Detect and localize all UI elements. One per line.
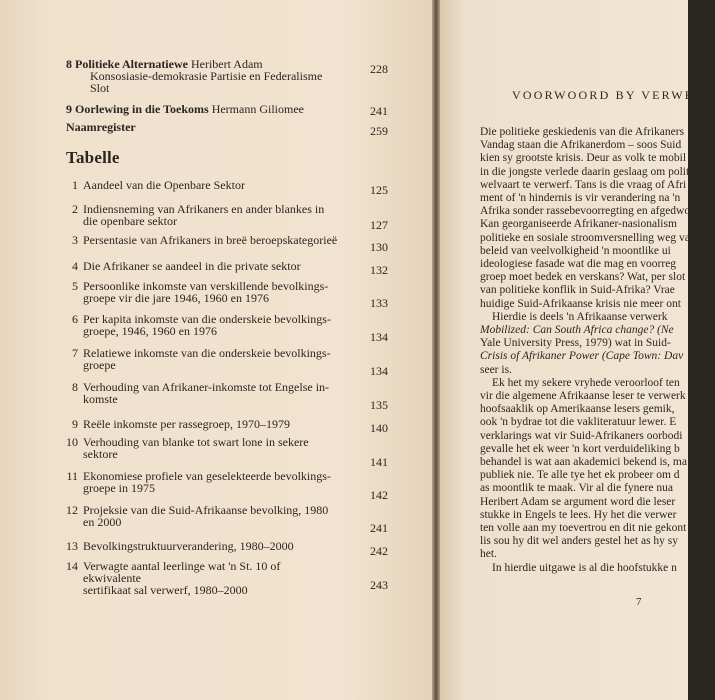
toc-title: Naamregister xyxy=(66,120,136,134)
table-title-line: sertifikaat sal verwerf, 1980–2000 xyxy=(83,583,248,597)
table-number: 11 xyxy=(66,469,78,483)
table-number: 8 xyxy=(72,380,78,394)
table-number: 3 xyxy=(72,233,78,247)
text-line: as moontlik te maak. Vir al die fynere nua xyxy=(480,482,673,495)
text-line: Hierdie is deels 'n Afrikaanse verwerk xyxy=(492,310,668,323)
table-number: 13 xyxy=(66,539,78,553)
table-title-line: Verhouding van Afrikaner-inkomste tot Engelse in- xyxy=(83,380,330,394)
text-line: groep moet bedek en verskans? Wat, per slot xyxy=(480,271,686,284)
text-line: seer is. xyxy=(480,363,512,376)
text-line: Vandag staan die Afrikanerdom – soos Suid xyxy=(480,139,682,152)
table-number: 10 xyxy=(66,435,78,449)
table-title-line: die openbare sektor xyxy=(83,214,177,228)
text-line: ment of 'n hindernis is vir verandering na 'n xyxy=(480,192,681,204)
table-number: 12 xyxy=(66,503,78,517)
toc-entry xyxy=(66,58,396,94)
foreword-heading: VOORWOORD BY VERWERK xyxy=(512,88,715,102)
table-page-number: 141 xyxy=(370,455,388,469)
text-line: Die politieke geskiedenis van die Afrikaners xyxy=(480,126,685,138)
toc-page-number: 259 xyxy=(370,124,388,138)
table-list-item xyxy=(60,280,340,304)
text-line: ook 'n bydrae tot die vakliteratuur lewer. E xyxy=(480,416,677,429)
table-list-item xyxy=(60,540,340,552)
table-list-item xyxy=(60,203,340,227)
text-line: het. xyxy=(480,548,497,561)
text-line: kien sy grootste krisis. Deur as volk te mobil xyxy=(480,152,687,165)
text-line: Heribert Adam se argument word die leser xyxy=(480,495,676,508)
text-line: Afrika sonder rassebevoorregting en afgedwo xyxy=(480,205,691,218)
text-line: Ek het my sekere vryhede veroorloof ten xyxy=(492,376,680,389)
right-page xyxy=(440,0,715,700)
table-page-number: 140 xyxy=(370,421,388,435)
table-page-number: 134 xyxy=(370,330,388,344)
section-title: Tabelle xyxy=(66,148,120,167)
table-title-line: sektore xyxy=(83,447,118,461)
table-title-line: Verwagte aantal leerlinge wat 'n St. 10 of ekwivalente xyxy=(83,559,281,585)
table-list-item xyxy=(60,313,340,337)
text-line: welvaart te verwerf. Tans is die vraag of Afri xyxy=(480,178,687,191)
text-line: Kan georganiseerde Afrikaner-nasionalism xyxy=(480,218,677,231)
text-line: hoofsaaklik op Amerikaanse lesers gemik, xyxy=(480,403,675,416)
table-page-number: 127 xyxy=(370,218,388,232)
table-title-line: Persoonlike inkomste van verskillende bevolkings- xyxy=(83,279,329,293)
table-page-number: 125 xyxy=(370,183,388,197)
text-line: huidige Suid-Afrikaanse krisis nie meer ont xyxy=(480,297,681,310)
table-title-line: en 2000 xyxy=(83,515,122,529)
table-number: 1 xyxy=(72,178,78,192)
toc-title: Politieke Alternatiewe xyxy=(75,57,188,71)
table-title-line: Per kapita inkomste van die onderskeie bevolkings- xyxy=(83,312,331,326)
table-list-item xyxy=(60,260,340,272)
table-list-item xyxy=(60,418,340,430)
book-gutter xyxy=(432,0,440,700)
text-line: Mobilized: Can South Africa change? (Ne xyxy=(480,324,674,336)
text-line: ten volle aan my toevertrou en dit nie gekont xyxy=(480,522,687,534)
table-title-line: Indiensneming van Afrikaners en ander blankes in xyxy=(83,202,325,216)
toc-number: 9 xyxy=(66,102,72,116)
text-line: verklarings wat vir Suid-Afrikaners oorbodi xyxy=(480,429,683,442)
text-line: stukke in Engels te lees. Hy het die verwer xyxy=(480,508,677,521)
table-title-line: groepe xyxy=(83,358,116,372)
table-page-number: 242 xyxy=(370,544,388,558)
text-line: In hierdie uitgawe is al die hoofstukke n xyxy=(492,561,677,574)
table-title-line: groepe vir die jare 1946, 1960 en 1976 xyxy=(83,291,269,305)
toc-entry xyxy=(66,121,396,133)
toc-page-number: 228 xyxy=(370,62,388,76)
text-line: behandel is wat aan akademici bekend is, ma xyxy=(480,456,687,468)
toc-author: Heribert Adam xyxy=(190,57,263,71)
toc-number: 8 xyxy=(66,57,72,71)
table-title-line: Reële inkomste per rassegroep, 1970–1979 xyxy=(83,417,290,431)
table-list-item xyxy=(60,347,340,371)
text-line: in die jongste verlede daarin geslaag om polit xyxy=(480,165,690,178)
table-title-line: komste xyxy=(83,392,118,406)
table-list-item xyxy=(60,436,340,460)
table-list-item xyxy=(60,234,340,246)
table-list-item xyxy=(60,470,340,494)
text-line: ideologiese fasade wat die mag en voorreg xyxy=(480,258,677,270)
table-title-line: Relatiewe inkomste van die onderskeie bevolkings- xyxy=(83,346,331,360)
text-line: vir die algemene Afrikaanse leser te verwerk xyxy=(480,390,686,402)
table-number: 14 xyxy=(66,559,78,573)
table-title-line: Persentasie van Afrikaners in breë beroepskategorieë xyxy=(83,233,338,247)
table-page-number: 142 xyxy=(370,488,388,502)
table-title-line: Aandeel van die Openbare Sektor xyxy=(83,178,245,192)
table-title-line: Ekonomiese profiele van geselekteerde bevolkings- xyxy=(83,469,331,483)
table-page-number: 135 xyxy=(370,398,388,412)
table-number: 5 xyxy=(72,279,78,293)
table-page-number: 130 xyxy=(370,240,388,254)
table-list-item xyxy=(60,504,340,528)
text-line: politieke en sosiale stroomversnelling weg va xyxy=(480,231,690,244)
text-line: Yale University Press, 1979) wat in Suid- xyxy=(480,337,671,350)
table-page-number: 243 xyxy=(370,578,388,592)
text-line: publiek nie. Te alle tye het ek probeer om d xyxy=(480,469,680,482)
table-title-line: Verhouding van blanke tot swart lone in sekere xyxy=(83,435,309,449)
table-title-line: Projeksie van die Suid-Afrikaanse bevolking, 1980 xyxy=(83,503,329,517)
text-line: beleid van veelvolkigheid 'n moontlike ui xyxy=(480,244,671,257)
table-page-number: 134 xyxy=(370,364,388,378)
table-number: 9 xyxy=(72,417,78,431)
text-line: Crisis of Afrikaner Power (Cape Town: Dav xyxy=(480,350,684,363)
table-title-line: groepe, 1946, 1960 en 1976 xyxy=(83,324,217,338)
toc-subtitle: Konsosiasie-demokrasie Partisie en Federalisme xyxy=(90,69,323,83)
table-number: 6 xyxy=(72,312,78,326)
text-line: lis sou hy dit wel anders gestel het as hy sy xyxy=(480,535,679,548)
table-list-item xyxy=(60,560,340,596)
table-list-item xyxy=(60,179,340,191)
table-number: 7 xyxy=(72,346,78,360)
toc-subtitle: Slot xyxy=(90,81,110,95)
table-title-line: Die Afrikaner se aandeel in die private sektor xyxy=(83,259,301,273)
page-number: 7 xyxy=(636,596,642,608)
toc-page-number: 241 xyxy=(370,104,388,118)
table-number: 2 xyxy=(72,202,78,216)
table-list-item xyxy=(60,381,340,405)
table-page-number: 133 xyxy=(370,296,388,310)
table-page-number: 132 xyxy=(370,263,388,277)
toc-title: Oorlewing in die Toekoms xyxy=(75,102,209,116)
toc-entry xyxy=(66,103,396,115)
table-page-number: 241 xyxy=(370,521,388,535)
table-number: 4 xyxy=(72,259,78,273)
table-title-line: groepe in 1975 xyxy=(83,481,155,495)
text-line: gevalle het ek weer 'n kort verduideliking b xyxy=(480,442,680,455)
table-title-line: Bevolkingstruktuurverandering, 1980–2000 xyxy=(83,539,294,553)
toc-author: Hermann Giliomee xyxy=(211,102,304,116)
text-line: van politieke konflik in Suid-Afrika? Vrae xyxy=(480,284,675,297)
